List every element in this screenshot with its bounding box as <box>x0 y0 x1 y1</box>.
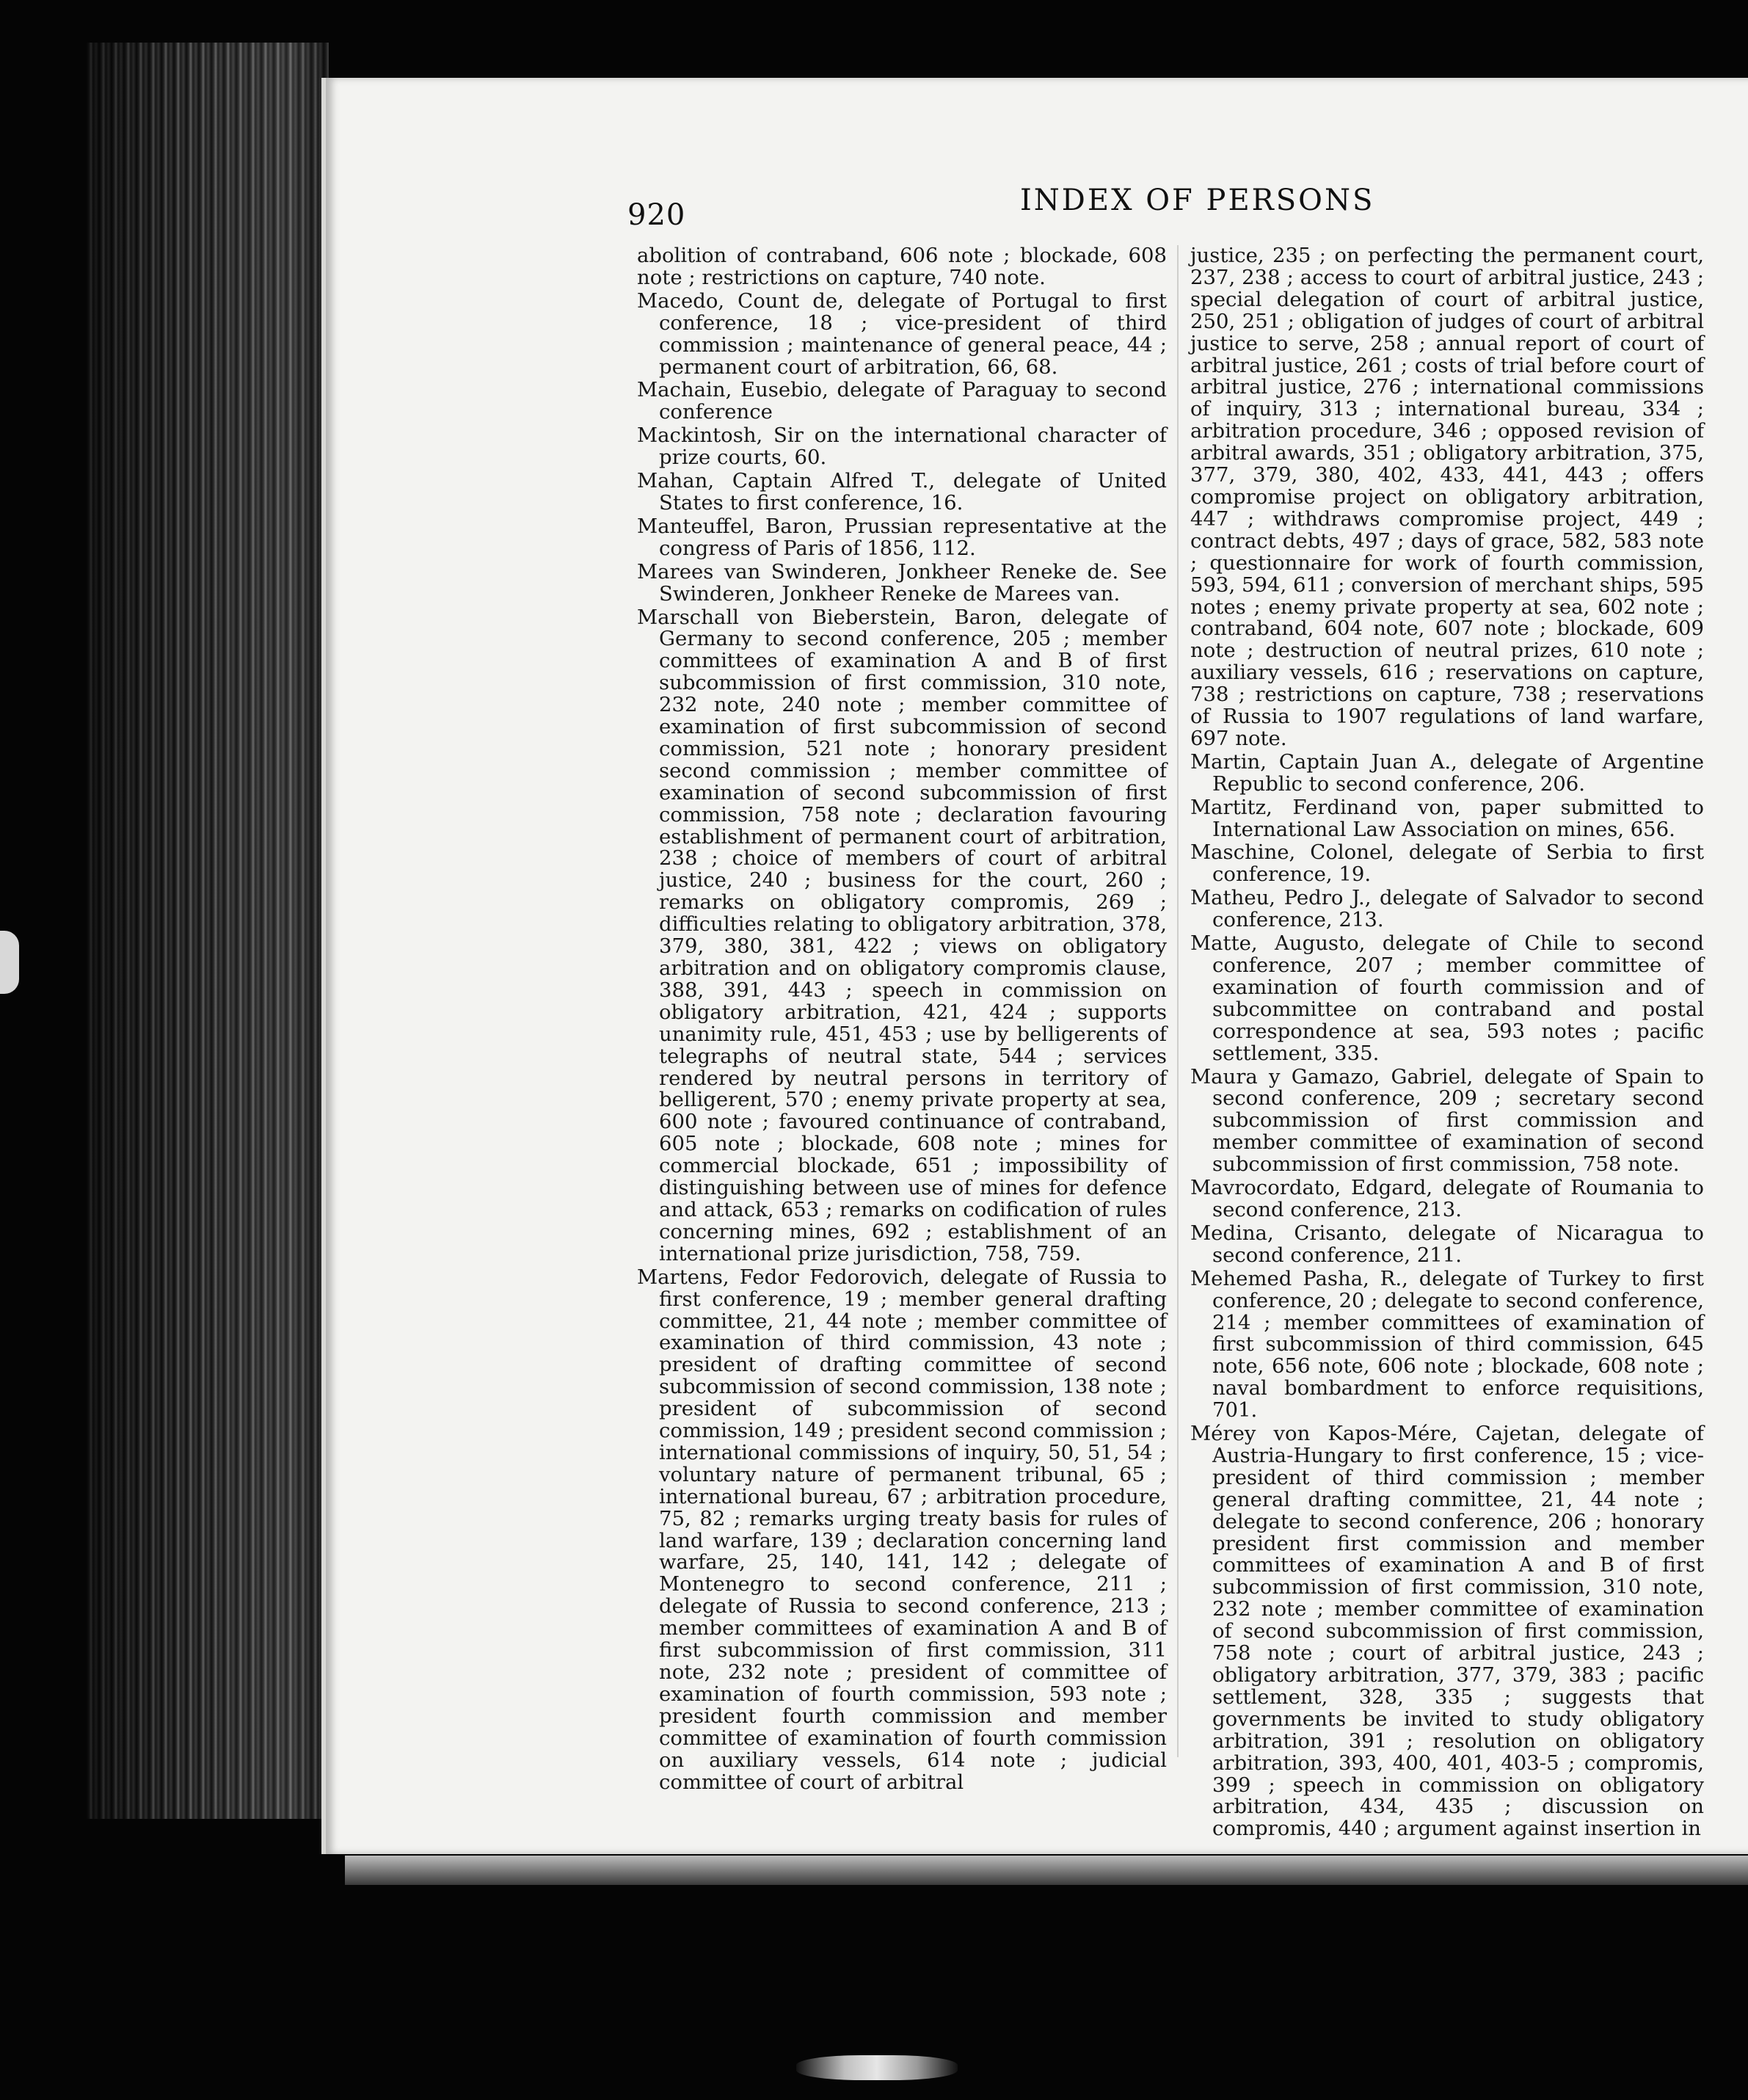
index-entry: Martens, Fedor Fedorovich, delegate of Russia to first conference, 19 ; member general drafting committee, 21, 44 note ; member committee of examination of third commission, 43 note ; president of drafting committee of second subcommission of second commission, 138 note ; president of subcommission of second commission, 149 ; president second commission ; international commissions of inquiry, 50, 51, 54 ; voluntary nature of permanent tribunal, 65 ; international bureau, 67 ; arbitration procedure, 75, 82 ; remarks urging treaty basis for rules of land warfare, 139 ; declaration concerning land warfare, 25, 140, 141, 142 ; delegate of Montenegro to second conference, 211 ; delegate of Russia to second conference, 213 ; member committees of examination A and B of first subcommission of first commission, 311 note, 232 note ; president of committee of examination of fourth commission, 593 note ; president fourth commission and member committee of examination of fourth commission on auxiliary vessels, 614 note ; judicial committee of court of arbitral <box>637 1265 1167 1794</box>
index-entry: Maura y Gamazo, Gabriel, delegate of Spain to second conference, 209 ; secretary second subcommission of first commission and member committee of examination of second subcommission of first commission, 758 note. <box>1190 1064 1704 1177</box>
index-entry: Machain, Eusebio, delegate of Paraguay to second conference <box>637 378 1167 424</box>
index-entry: justice, 235 ; on perfecting the permanent court, 237, 238 ; access to court of arbitral justice, 243 ; special delegation of court of arbitral justice, 250, 251 ; obligation of judges of court of arbitral justice to serve, 258 ; annual report of court of arbitral justice, 261 ; costs of trial before court of arbitral justice, 276 ; international commissions of inquiry, 313 ; international bureau, 334 ; arbitration procedure, 346 ; opposed revision of arbitral awards, 351 ; obligatory arbitration, 375, 377, 379, 380, 402, 433, 441, 443 ; offers compromise project on obligatory arbitration, 447 ; withdraws compromise project, 449 ; contract debts, 497 ; days of grace, 582, 583 note ; questionnaire for work of fourth commission, 593, 594, 611 ; conversion of merchant ships, 595 notes ; enemy private property at sea, 602 note ; contraband, 604 note, 607 note ; blockade, 609 note ; destruction of neutral prizes, 610 note ; auxiliary vessels, 616 ; reservations on capture, 738 ; restrictions on capture, 738 ; reservations of Russia to 1907 regulations of land warfare, 697 note. <box>1190 244 1705 750</box>
column-divider <box>1177 245 1179 1757</box>
index-entry: Mackintosh, Sir on the international character of prize courts, 60. <box>637 424 1167 470</box>
index-entry: Marschall von Bieberstein, Baron, delegate of Germany to second conference, 205 ; member committees of examination A and B of first subcommission of first commission, 310 note, 232 note, 240 note ; member committee of examination of first subcommission of second commission, 521 note ; honorary president second commission ; member committee of examination of second subcommission of first commission, 758 note ; declaration favouring establishment of permanent court of arbitration, 238 ; choice of members of court of arbitral justice, 240 ; business for the court, 260 ; remarks on obligatory compromis, 269 ; difficulties relating to obligatory arbitration, 378, 379, 380, 381, 422 ; views on obligatory arbitration and on obligatory compromis clause, 388, 391, 443 ; speech in commission on obligatory arbitration, 421, 424 ; supports unanimity rule, 451, 453 ; use by belligerents of telegraphs of neutral state, 544 ; services rendered by neutral persons in territory of belligerent, 570 ; enemy private property at sea, 600 note ; favoured continuance of contraband, 605 note ; blockade, 608 note ; mines for commercial blockade, 651 ; impossibility of distinguishing between use of mines for defence and attack, 653 ; remarks on codification of rules concerning mines, 692 ; establishment of an international prize jurisdiction, 758, 759. <box>637 605 1167 1265</box>
page-number: 920 <box>627 198 686 232</box>
index-entry: Martitz, Ferdinand von, paper submitted to International Law Association on mines, 656. <box>1190 795 1704 841</box>
index-entry: Maschine, Colonel, delegate of Serbia to first conference, 19. <box>1190 840 1704 887</box>
book-edge-shadow <box>87 43 329 1819</box>
index-entry: Marees van Swinderen, Jonkheer Reneke de. See Swinderen, Jonkheer Reneke de Marees van. <box>637 559 1167 606</box>
index-entry: Manteuffel, Baron, Prussian representative at the congress of Paris of 1856, 112. <box>637 514 1167 560</box>
index-entry: Mahan, Captain Alfred T., delegate of United States to first conference, 16. <box>637 469 1167 515</box>
binding-clip <box>796 2055 958 2080</box>
index-entry: abolition of contraband, 606 note ; blockade, 608 note ; restrictions on capture, 740 note. <box>637 244 1167 289</box>
index-column-right <box>1190 245 1704 1842</box>
page-bottom-edge <box>345 1856 1748 1885</box>
index-column-left <box>637 245 1167 1795</box>
index-entry: Matheu, Pedro J., delegate of Salvador to second conference, 213. <box>1190 886 1704 932</box>
index-entry: Mavrocordato, Edgard, delegate of Roumania to second conference, 213. <box>1190 1176 1704 1221</box>
index-entry: Martin, Captain Juan A., delegate of Argentine Republic to second conference, 206. <box>1190 749 1704 796</box>
index-entry: Medina, Crisanto, delegate of Nicaragua to second conference, 211. <box>1190 1221 1704 1267</box>
running-head: INDEX OF PERSONS <box>1020 184 1375 217</box>
index-entry: Mehemed Pasha, R., delegate of Turkey to first conference, 20 ; delegate to second conference, 214 ; member committees of examination of first subcommission of third commission, 645 note, 656 note, 606 note ; blockade, 608 note ; naval bombardment to enforce requisitions, 701. <box>1190 1266 1704 1423</box>
scan-margin-artifact <box>0 931 19 994</box>
index-entry: Matte, Augusto, delegate of Chile to second conference, 207 ; member committee of examination of fourth commission and of subcommittee on contraband and postal correspondence at sea, 593 notes ; pacific settlement, 335. <box>1190 931 1704 1065</box>
index-entry: Macedo, Count de, delegate of Portugal to first conference, 18 ; vice-president of third commission ; maintenance of general peace, 44 ; permanent court of arbitration, 66, 68. <box>637 288 1167 379</box>
index-entry: Mérey von Kapos-Mére, Cajetan, delegate of Austria-Hungary to first conference, 15 ; vice-president of third commission ; member general drafting committee, 21, 44 note ; delegate to second conference, 206 ; honorary president first commission and member committees of examination A and B of first subcommission of first commission, 310 note, 232 note ; member committee of examination of second subcommission of first commission, 758 note ; court of arbitral justice, 243 ; obligatory arbitration, 377, 379, 383 ; pacific settlement, 328, 335 ; suggests that governments be invited to study obligatory arbitration, 391 ; resolution on obligatory arbitration, 393, 400, 401, 403-5 ; compromis, 399 ; speech in commission on obligatory arbitration, 434, 435 ; discussion on compromis, 440 ; argument against insertion in <box>1190 1422 1704 1841</box>
